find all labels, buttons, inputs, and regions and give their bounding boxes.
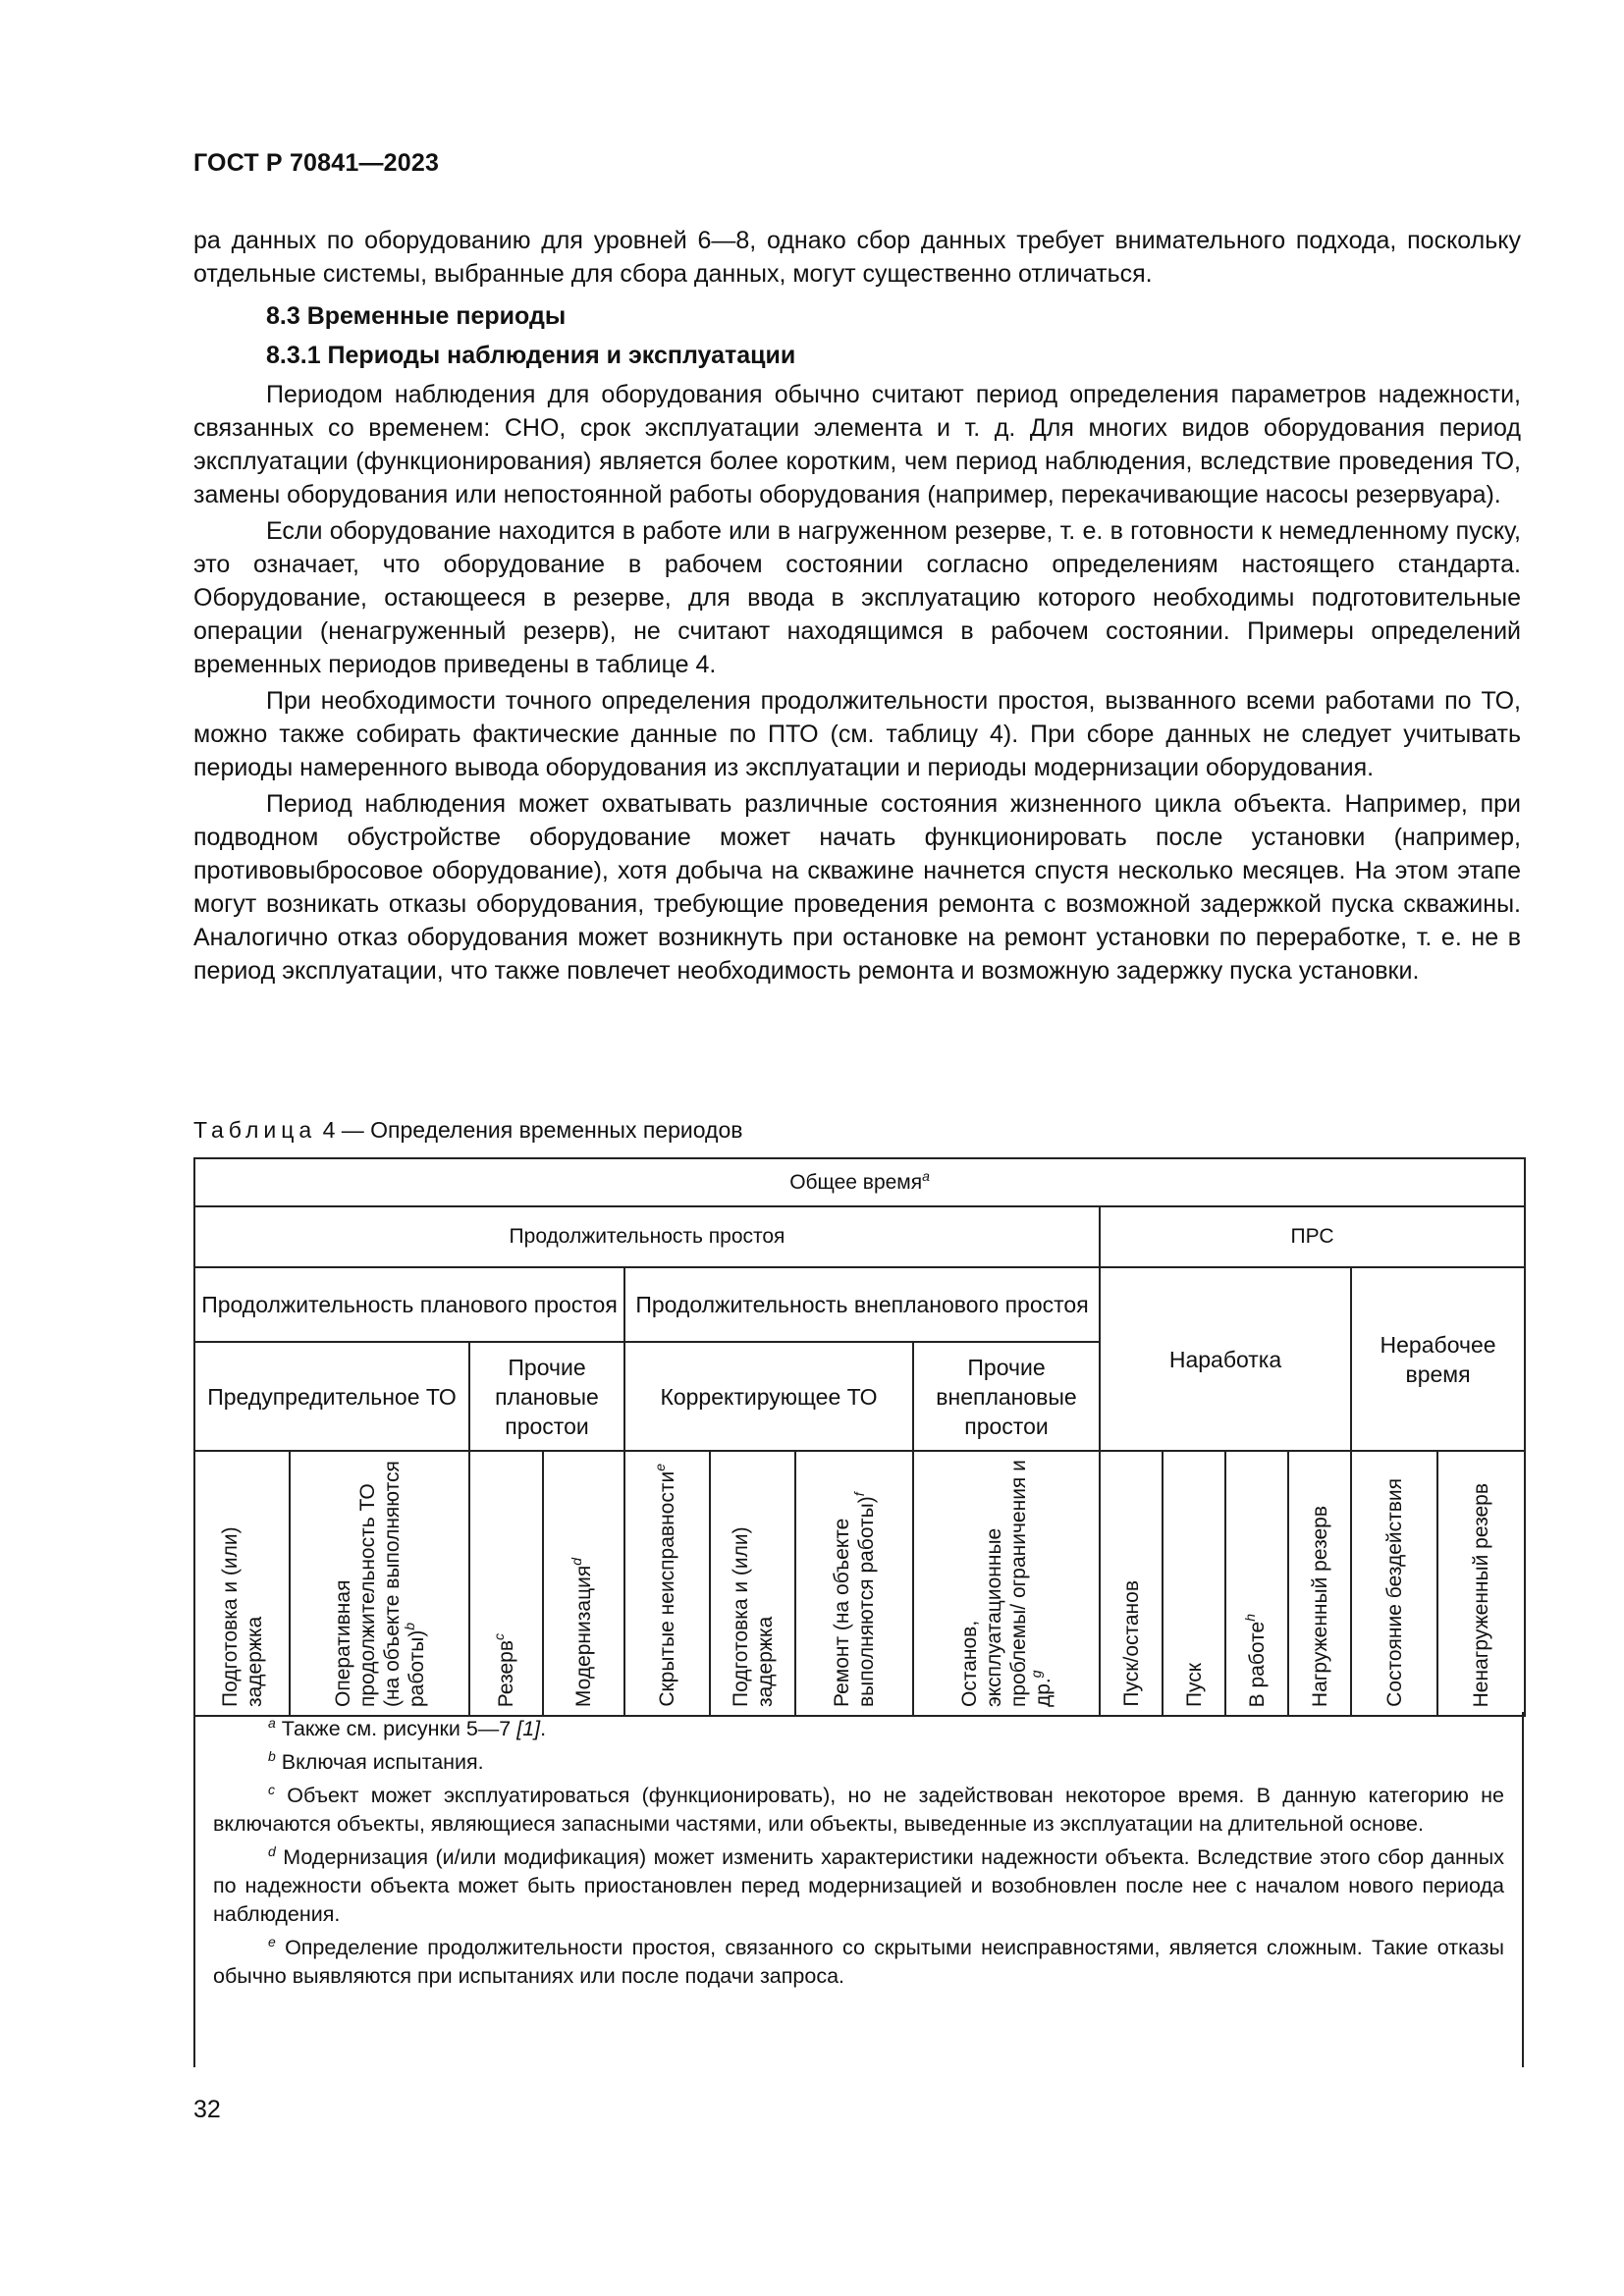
column-header: Пуск/останов bbox=[1100, 1451, 1163, 1716]
column-header: Состояние бездействия bbox=[1351, 1451, 1437, 1716]
column-header: Ненагруженный резерв bbox=[1437, 1451, 1525, 1716]
header-total-time: Общее время$^a$ bbox=[194, 1158, 1525, 1206]
header-corrective-maintenance: Корректирующее ТО bbox=[624, 1342, 913, 1451]
column-header: Ремонт (на объекте выполняются работы)$^f$ bbox=[795, 1451, 913, 1716]
header-downtime: Продолжительность простоя bbox=[194, 1206, 1100, 1267]
column-header: Подготовка и (или) задержка bbox=[194, 1451, 290, 1716]
header-operating-time: Наработка bbox=[1100, 1267, 1351, 1451]
intro-paragraph: ра данных по оборудованию для уровней 6—8, однако сбор данных требует внимательного подхода, поскольку отдельные системы, выбранные для сбора данных, могут существенно отличаться. bbox=[193, 227, 1521, 288]
column-header: Оперативная продолжительность ТО (на объекте выполняются работы)$^b$ bbox=[290, 1451, 469, 1716]
column-header: В работе$^h$ bbox=[1225, 1451, 1288, 1716]
column-header: Подготовка и (или) задержка bbox=[710, 1451, 795, 1716]
header-planned-downtime: Продолжительность планового простоя bbox=[194, 1267, 624, 1342]
paragraph: Если оборудование находится в работе или в нагруженном резерве, т. е. в готовности к немедленному пуску, это означает, что оборудование в рабочем состоянии согласно определениям настоящего стандарта. Оборудование, остающееся в резерве, для ввода в эксплуатацию которого необходимы подготовительные операции (ненагруженный резерв), не считают находящимся в рабочем состоянии. Примеры определений временных периодов приведены в таблице 4. bbox=[193, 517, 1521, 678]
header-other-planned: Прочие плановые простои bbox=[469, 1342, 624, 1451]
header-unplanned-downtime: Продолжительность внепланового простоя bbox=[624, 1267, 1100, 1342]
column-header: Нагруженный резерв bbox=[1288, 1451, 1351, 1716]
footnote: $^b$ Включая испытания. bbox=[268, 1747, 484, 1774]
column-header: Модернизация$^d$ bbox=[543, 1451, 624, 1716]
footnote: $^c$ Объект может эксплуатироваться (функционировать), но не задействован некоторое время. В данную категорию не включаются объекты, являющиеся запасными частями, или объекты, выведенные из эксплуатации на длительной основе. bbox=[213, 1781, 1504, 1836]
section-title: 8.3 Временные периоды bbox=[266, 302, 567, 330]
table-footnotes bbox=[193, 1712, 1524, 2067]
subsection-title: 8.3.1 Периоды наблюдения и эксплуатации bbox=[266, 342, 796, 369]
header-preventive-maintenance: Предупредительное ТО bbox=[194, 1342, 469, 1451]
header-other-unplanned: Прочие внеплановые простои bbox=[913, 1342, 1100, 1451]
paragraph: При необходимости точного определения продолжительности простоя, вызванного всеми работами по ТО, можно также собирать фактические данные по ПТО (см. таблицу 4). При сборе данных не следует учитывать периоды намеренного вывода оборудования из эксплуатации и периоды модернизации оборудования. bbox=[193, 687, 1521, 781]
column-header: Пуск bbox=[1163, 1451, 1225, 1716]
table-caption-text: 4 — Определения временных периодов bbox=[322, 1117, 743, 1143]
paragraph: Период наблюдения может охватывать различные состояния жизненного цикла объекта. Например, при подводном обустройстве оборудование может начать функционировать после установки (например, противовыбросовое оборудование), хотя добыча на скважине начнется спустя несколько месяцев. На этом этапе могут возникать отказы оборудования, требующие проведения ремонта с возможной задержкой пуска скважины. Аналогично отказ оборудования может возникнуть при остановке на ремонт установки по переработке, т. е. не в период эксплуатации, что также повлечет необходимость ремонта и возможную задержку пуска установки. bbox=[193, 790, 1521, 985]
column-header: Останов, эксплуатационные проблемы/ ограничения и др.$^g$ bbox=[913, 1451, 1100, 1716]
column-header: Резерв$^c$ bbox=[469, 1451, 543, 1716]
page-number: 32 bbox=[193, 2096, 221, 2123]
header-nonworking-time: Нерабочее время bbox=[1351, 1267, 1525, 1451]
table-caption-label: Таблица bbox=[193, 1117, 317, 1143]
paragraph: Периодом наблюдения для оборудования обычно считают период определения параметров надежности, связанных со временем: СНО, срок эксплуатации элемента и т. д. Для многих видов оборудования период эксплуатации (функционирования) является более коротким, чем период наблюдения, вследствие проведения ТО, замены оборудования или непостоянной работы оборудования (например, перекачивающие насосы резервуара). bbox=[193, 381, 1521, 508]
table-caption bbox=[193, 1117, 742, 1144]
footnote: $^e$ Определение продолжительности простоя, связанного со скрытыми неисправностями, является сложным. Такие отказы обычно выявляются при испытаниях или после подачи запроса. bbox=[213, 1933, 1504, 1988]
time-periods-table bbox=[193, 1157, 1526, 1717]
column-header: Скрытые неисправности$^e$ bbox=[624, 1451, 710, 1716]
document-header: ГОСТ Р 70841—2023 bbox=[193, 149, 440, 177]
footnote: $^a$ Также см. рисунки 5—7 [1]. bbox=[268, 1714, 547, 1740]
footnote: $^d$ Модернизация (и/или модификация) может изменить характеристики надежности объекта. Вследствие этого сбор данных по надежности объекта может быть приостановлен перед модернизацией и возобновлен после нее с началом нового периода наблюдения. bbox=[213, 1842, 1505, 1926]
header-prs: ПРС bbox=[1100, 1206, 1525, 1267]
body-text bbox=[193, 224, 1521, 990]
